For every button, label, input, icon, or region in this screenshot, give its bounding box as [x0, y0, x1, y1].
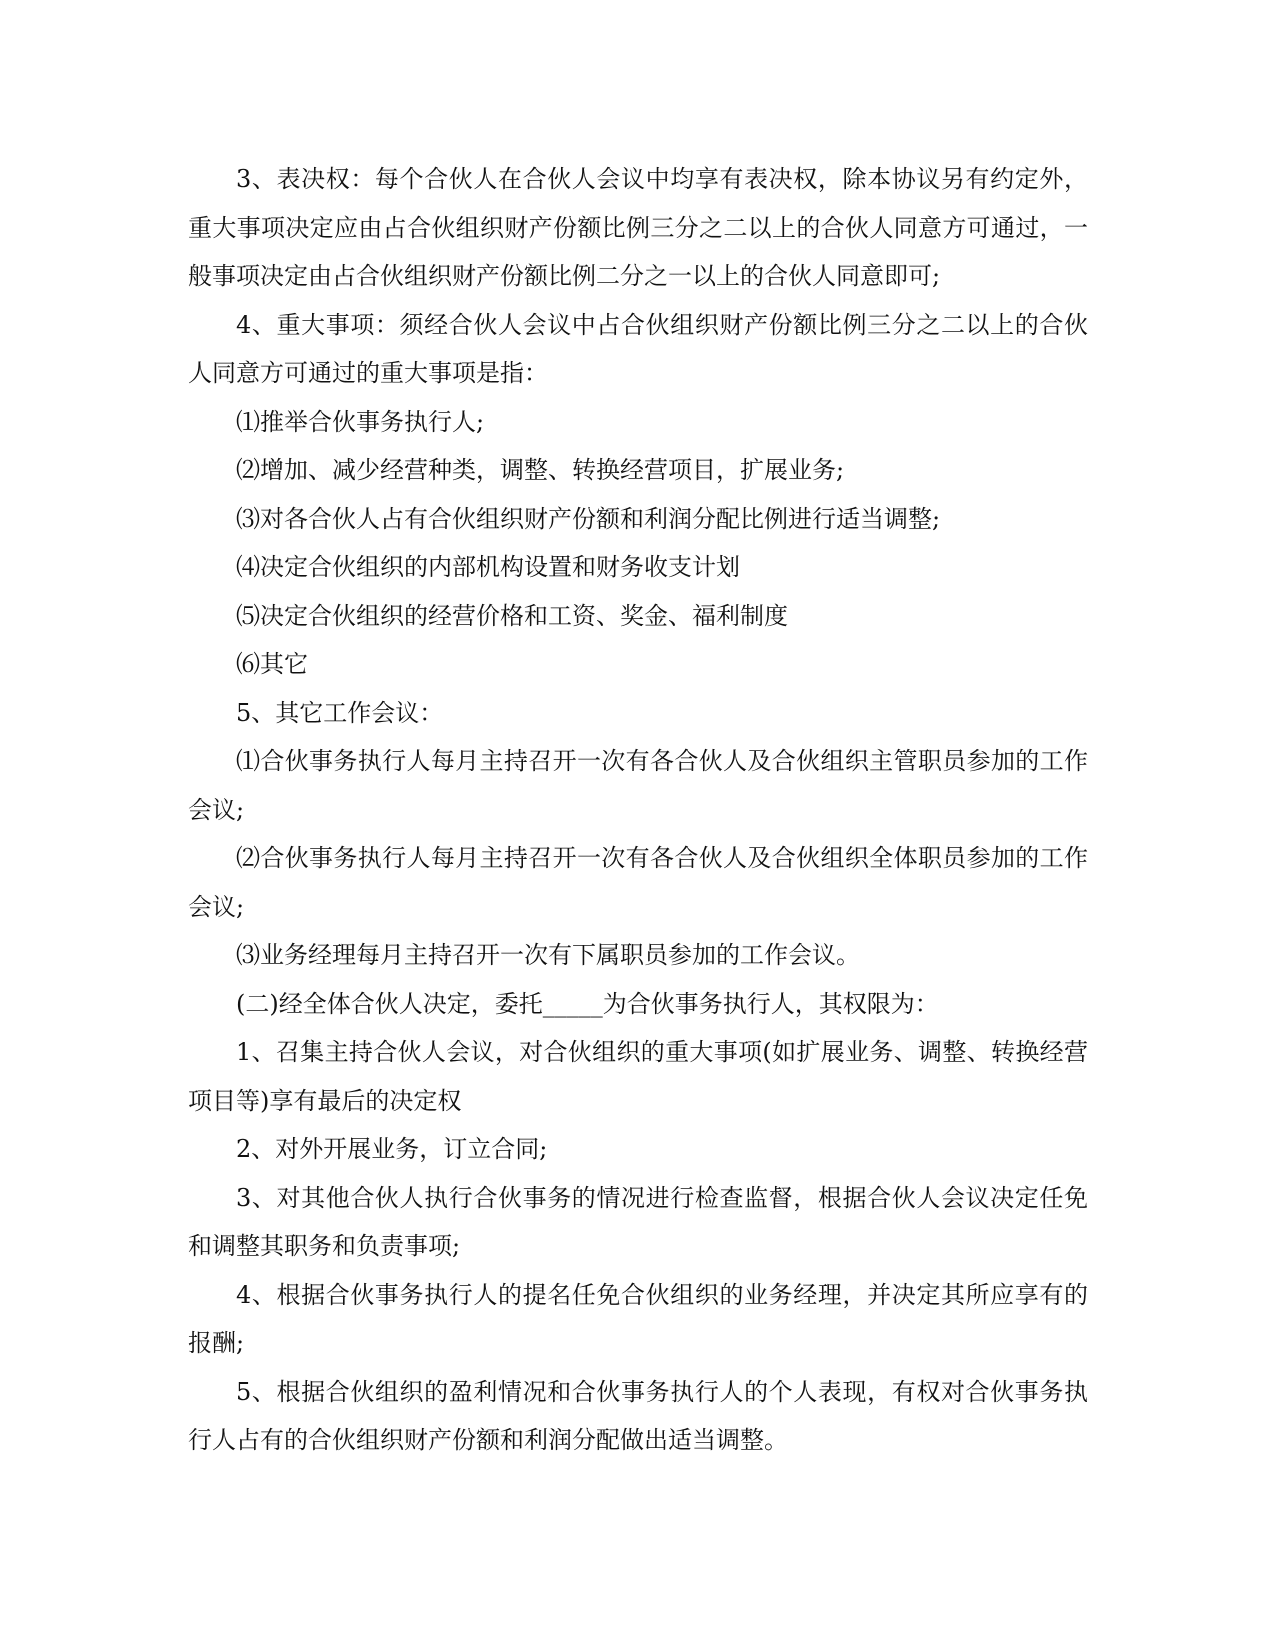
list-item: 5、根据合伙组织的盈利情况和合伙事务执行人的个人表现，有权对合伙事务执行人占有的合伙组织财产份额和利润分配做出适当调整。: [188, 1377, 1088, 1454]
paragraph-other-meetings: 5、其它工作会议：: [236, 698, 444, 727]
list-item: 1、召集主持合伙人会议，对合伙组织的重大事项(如扩展业务、调整、转换经营项目等)享有最后的决定权: [188, 1038, 1088, 1115]
list-item: ⑸决定合伙组织的经营价格和工资、奖金、福利制度: [236, 601, 788, 630]
list-item: ⑵合伙事务执行人每月主持召开一次有各合伙人及合伙组织全体职员参加的工作会议;: [188, 844, 1088, 921]
document-body: [188, 155, 1088, 1465]
list-item: ⑴合伙事务执行人每月主持召开一次有各合伙人及合伙组织主管职员参加的工作会议;: [188, 747, 1088, 824]
paragraph-executor-appointment: (二)经全体合伙人决定，委托_____为合伙事务执行人，其权限为：: [236, 989, 939, 1018]
list-item: 2、对外开展业务，订立合同;: [236, 1135, 548, 1163]
list-item: ⑶对各合伙人占有合伙组织财产份额和利润分配比例进行适当调整;: [236, 504, 941, 533]
list-item: 4、根据合伙事务执行人的提名任免合伙组织的业务经理，并决定其所应享有的报酬;: [188, 1280, 1088, 1357]
paragraph-voting-rights: 3、表决权：每个合伙人在合伙人会议中均享有表决权，除本协议另有约定外，重大事项决定应由占合伙组织财产份额比例三分之二以上的合伙人同意方可通过，一般事项决定由占合伙组织财产份额比例二分之一以上的合伙人同意即可;: [188, 165, 1088, 290]
list-item: ⑵增加、减少经营种类，调整、转换经营项目，扩展业务;: [236, 456, 845, 484]
paragraph-major-matters: 4、重大事项：须经合伙人会议中占合伙组织财产份额比例三分之二以上的合伙人同意方可通过的重大事项是指：: [188, 310, 1088, 387]
list-item: 3、对其他合伙人执行合伙事务的情况进行检查监督，根据合伙人会议决定任免和调整其职务和负责事项;: [188, 1183, 1088, 1260]
list-item: ⑹其它: [236, 650, 308, 678]
list-item: ⑶业务经理每月主持召开一次有下属职员参加的工作会议。: [236, 941, 860, 969]
list-item: ⑷决定合伙组织的内部机构设置和财务收支计划: [236, 553, 740, 581]
list-item: ⑴推举合伙事务执行人;: [236, 407, 485, 436]
